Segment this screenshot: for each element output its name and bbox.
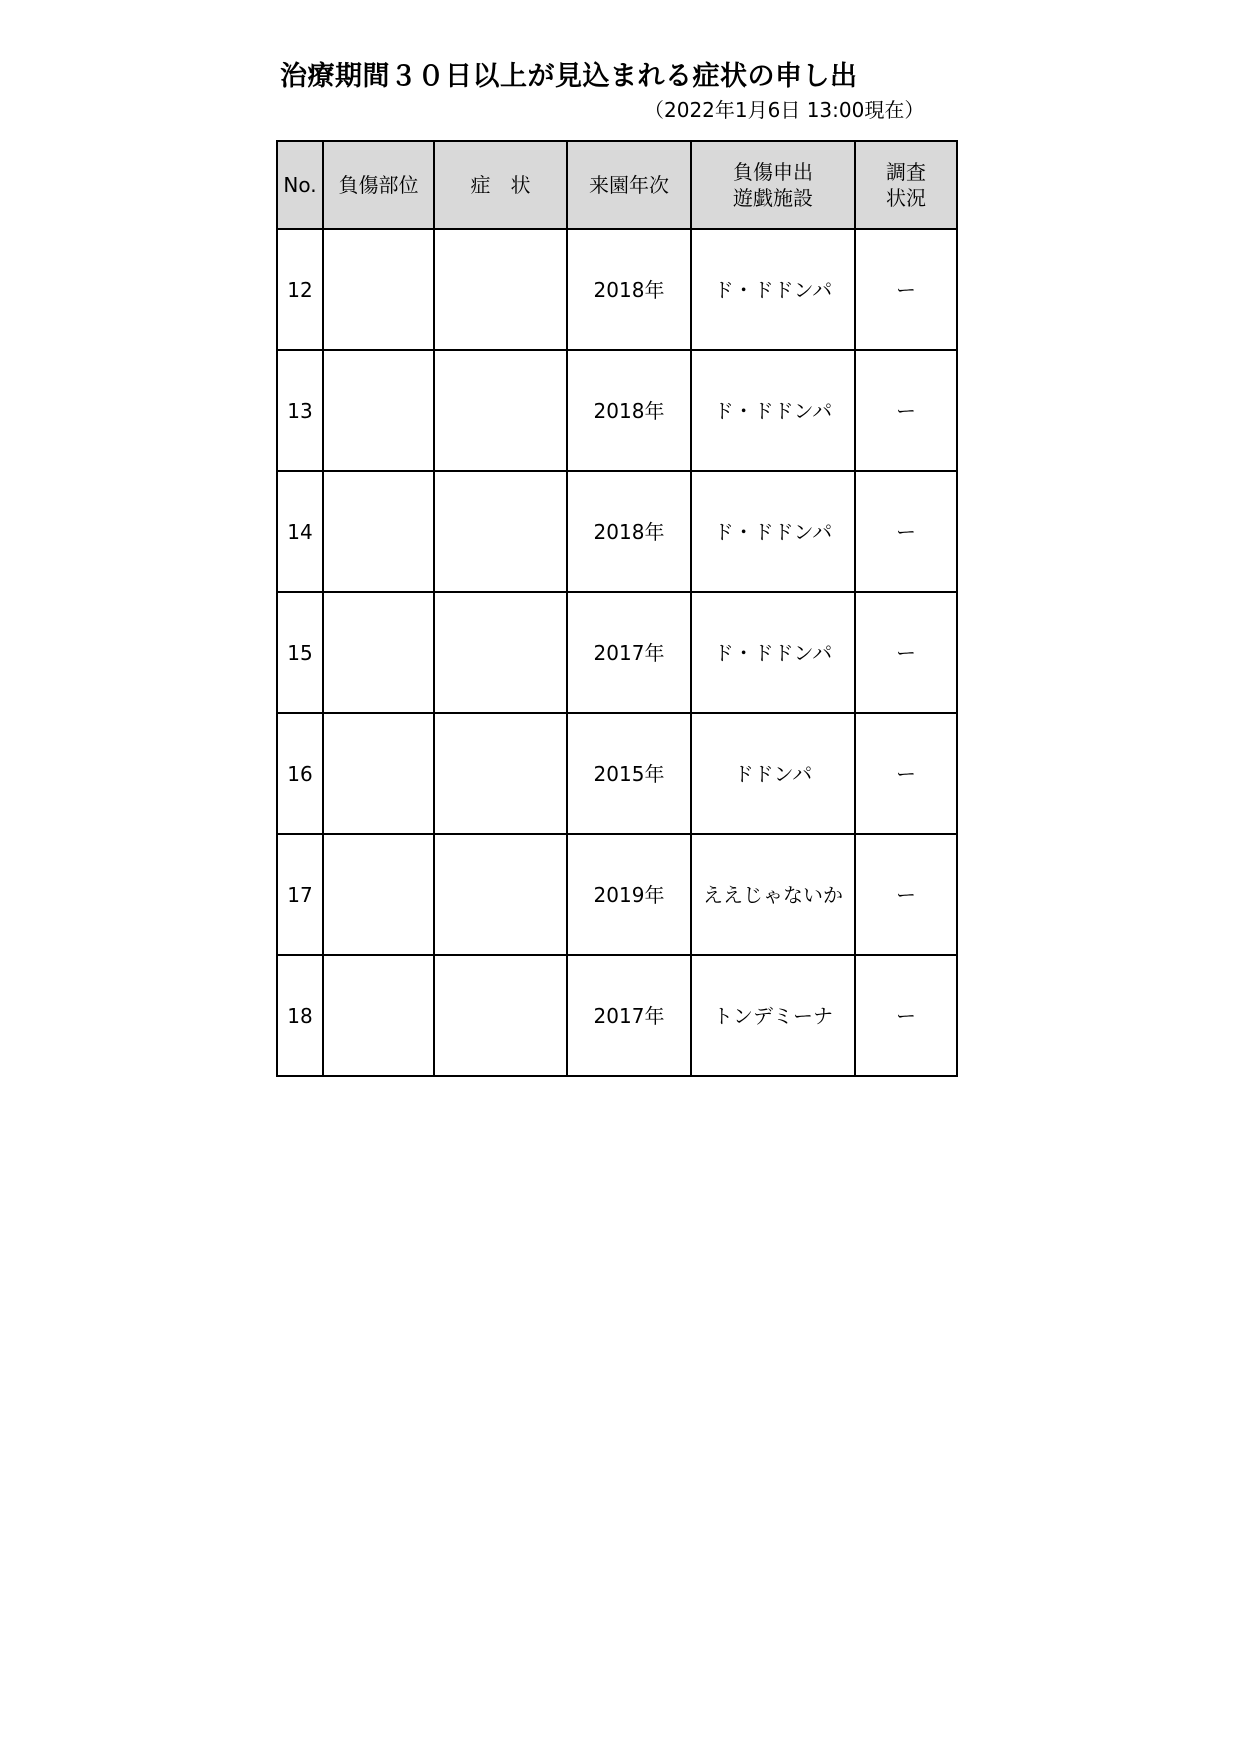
table-row (277, 834, 957, 955)
cell-status: ー (855, 471, 957, 592)
document-title: 治療期間３０日以上が見込まれる症状の申し出 (280, 61, 858, 92)
cell-symptom (434, 350, 567, 471)
header-no: No. (277, 141, 323, 229)
cell-injury-part (323, 592, 434, 713)
cell-symptom (434, 592, 567, 713)
cell-attraction: ド・ドドンパ (691, 471, 855, 592)
injury-report-table (276, 140, 958, 1077)
header-status-line2: 状況 (886, 186, 926, 210)
cell-no: 18 (277, 955, 323, 1076)
header-attraction (691, 141, 855, 229)
cell-visit-year: 2017年 (567, 592, 691, 713)
cell-no: 14 (277, 471, 323, 592)
header-attraction-line2: 遊戯施設 (733, 186, 813, 210)
cell-no: 15 (277, 592, 323, 713)
table-header-row (277, 141, 957, 229)
cell-injury-part (323, 834, 434, 955)
header-injury-part: 負傷部位 (323, 141, 434, 229)
cell-visit-year: 2015年 (567, 713, 691, 834)
cell-visit-year: 2019年 (567, 834, 691, 955)
cell-attraction: トンデミーナ (691, 955, 855, 1076)
cell-visit-year: 2018年 (567, 229, 691, 350)
cell-visit-year: 2017年 (567, 955, 691, 1076)
cell-symptom (434, 834, 567, 955)
cell-symptom (434, 955, 567, 1076)
cell-no: 13 (277, 350, 323, 471)
cell-status: ー (855, 955, 957, 1076)
cell-symptom (434, 713, 567, 834)
cell-no: 16 (277, 713, 323, 834)
table-row (277, 592, 957, 713)
cell-injury-part (323, 350, 434, 471)
cell-attraction: ド・ドドンパ (691, 592, 855, 713)
header-status-line1: 調査 (886, 160, 926, 184)
cell-status: ー (855, 713, 957, 834)
header-visit-year: 来園年次 (567, 141, 691, 229)
table-row (277, 713, 957, 834)
as-of-date: （2022年1月6日 13:00現在） (644, 98, 925, 122)
table-row (277, 350, 957, 471)
cell-symptom (434, 229, 567, 350)
cell-status: ー (855, 592, 957, 713)
header-attraction-line1: 負傷申出 (733, 160, 813, 184)
table-row (277, 229, 957, 350)
cell-no: 12 (277, 229, 323, 350)
cell-status: ー (855, 350, 957, 471)
header-status (855, 141, 957, 229)
cell-visit-year: 2018年 (567, 471, 691, 592)
table-row (277, 471, 957, 592)
cell-attraction: ドドンパ (691, 713, 855, 834)
cell-attraction: ええじゃないか (691, 834, 855, 955)
cell-status: ー (855, 834, 957, 955)
cell-injury-part (323, 713, 434, 834)
table-row (277, 955, 957, 1076)
cell-status: ー (855, 229, 957, 350)
cell-injury-part (323, 955, 434, 1076)
cell-injury-part (323, 471, 434, 592)
cell-attraction: ド・ドドンパ (691, 350, 855, 471)
cell-injury-part (323, 229, 434, 350)
cell-symptom (434, 471, 567, 592)
cell-no: 17 (277, 834, 323, 955)
header-symptom: 症 状 (434, 141, 567, 229)
cell-attraction: ド・ドドンパ (691, 229, 855, 350)
cell-visit-year: 2018年 (567, 350, 691, 471)
